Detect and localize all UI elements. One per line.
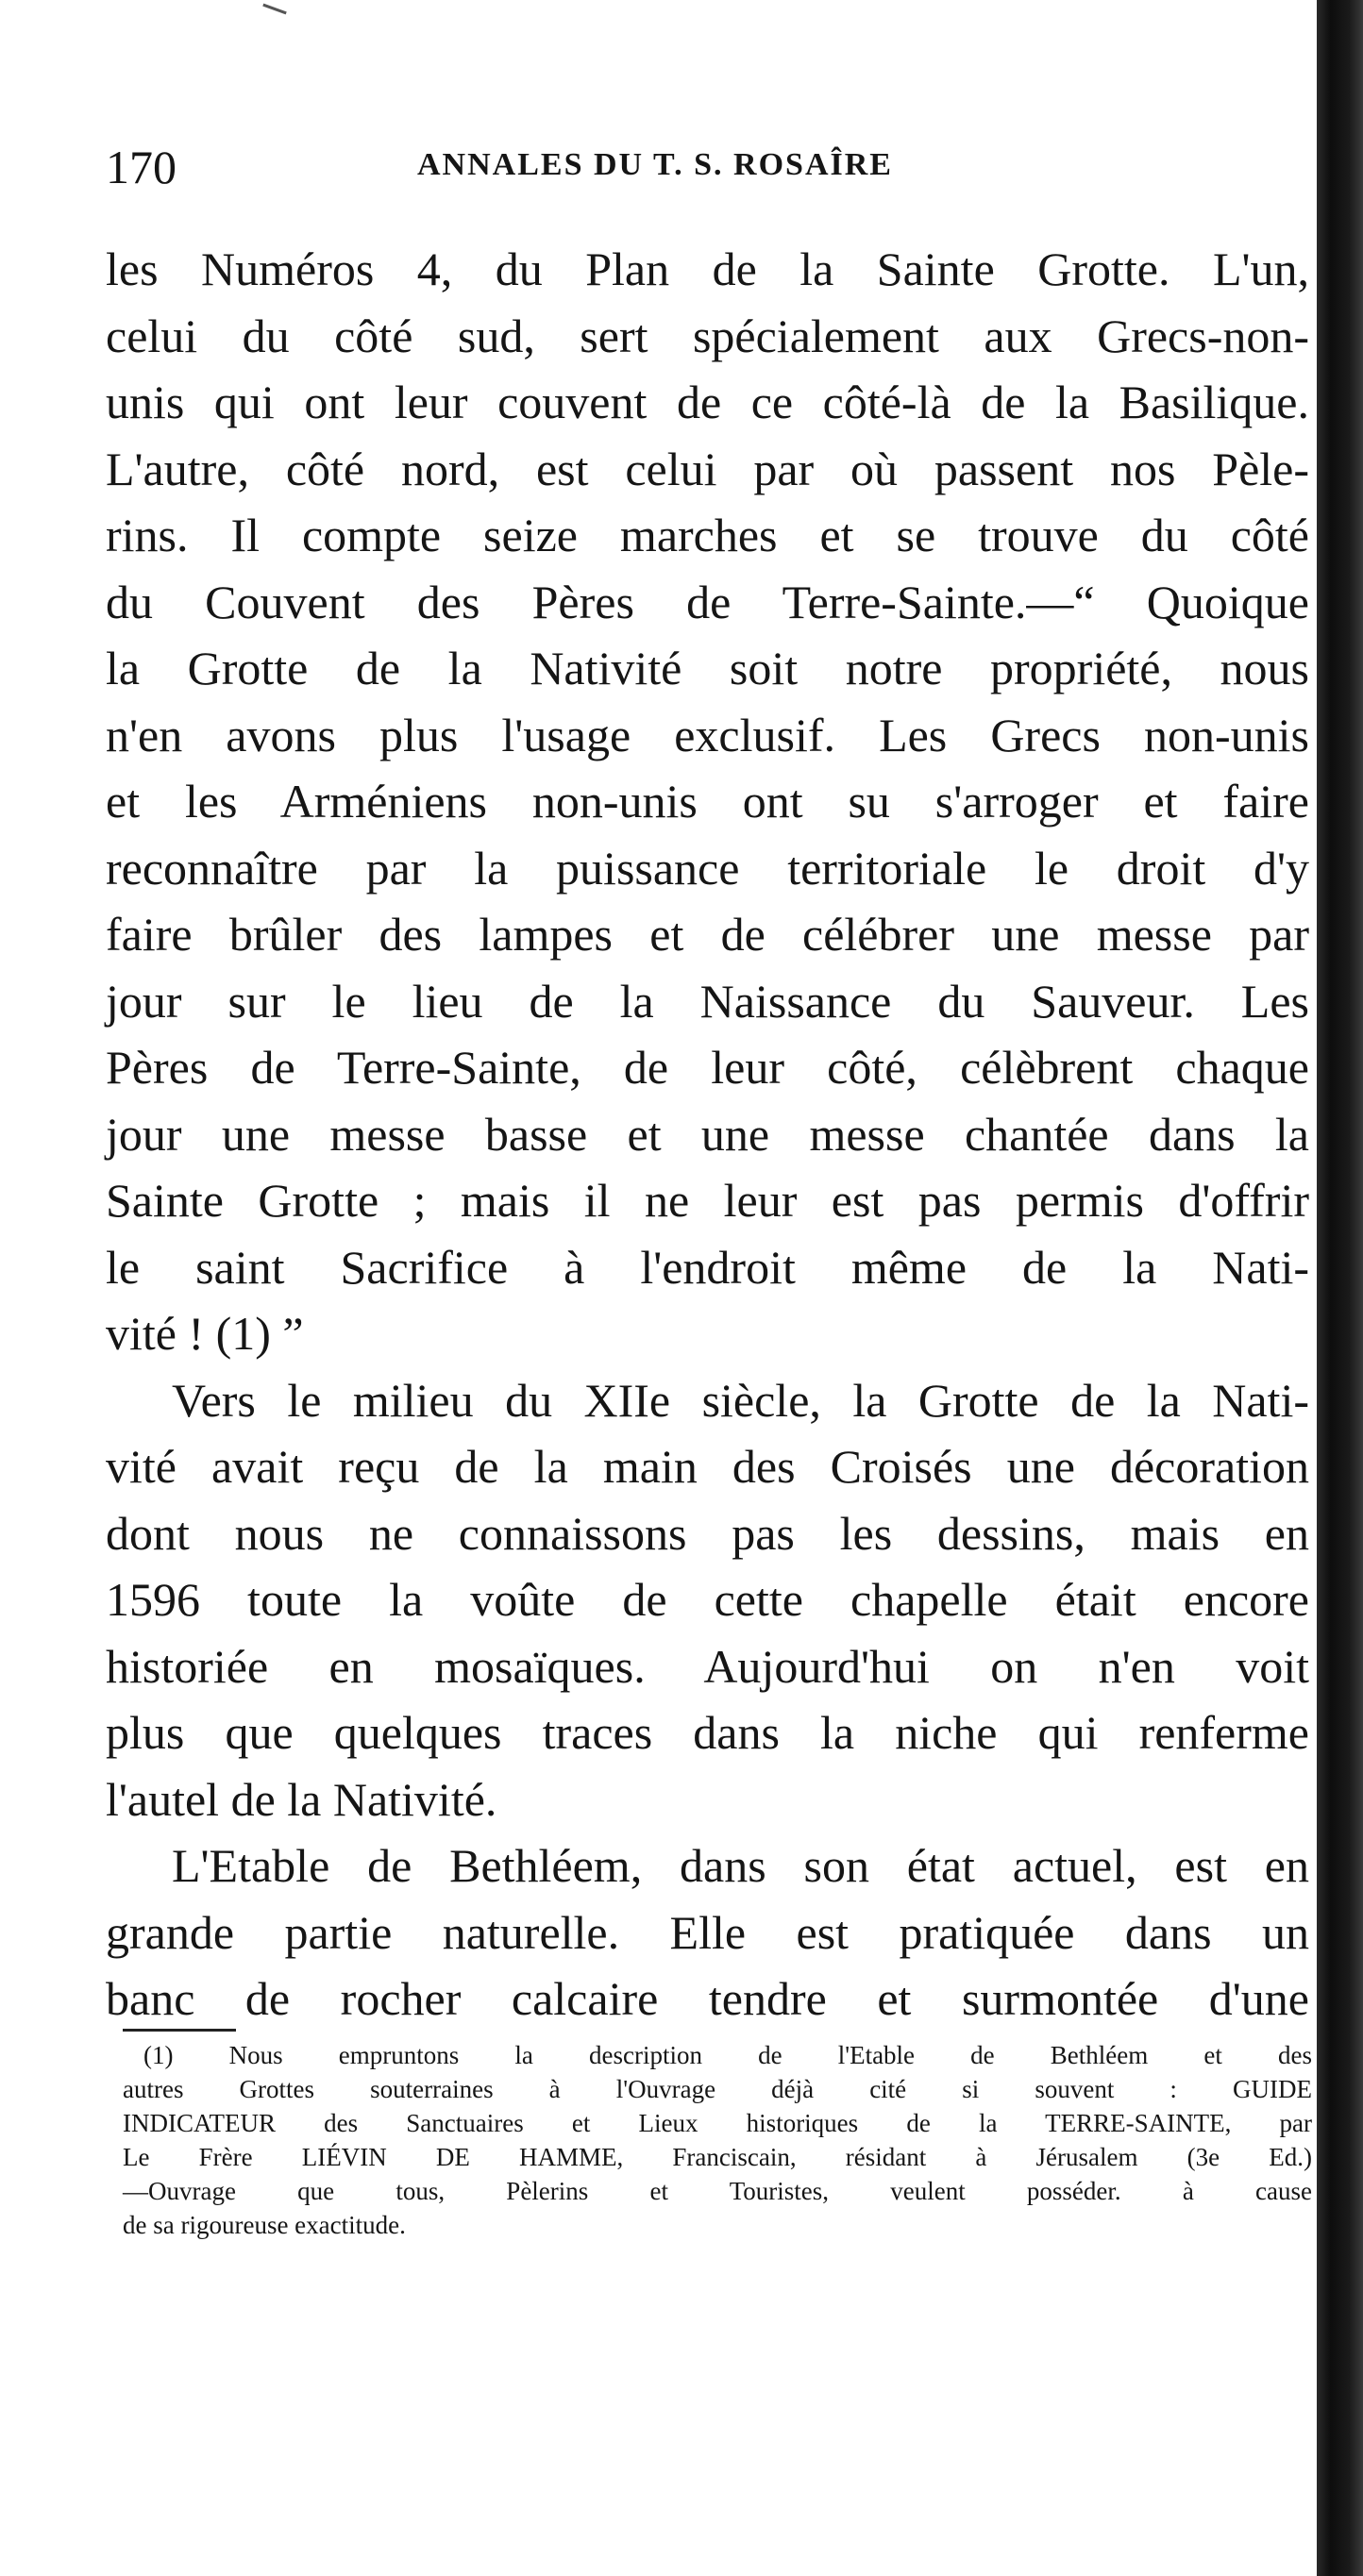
text-line: Vers le milieu du XIIe siècle, la Grotte de la Nati- — [172, 1373, 1309, 1427]
page-number: 170 — [106, 141, 177, 193]
text-line: n'en avons plus l'usage exclusif. Les Grecs non-unis — [106, 708, 1309, 761]
footnote-line: (1) Nous empruntons la description de l'Etable de Bethléem et des — [143, 2041, 1312, 2069]
text-line: L'autre, côté nord, est celui par où passent nos Pèle- — [106, 442, 1309, 495]
page-header — [106, 140, 1323, 206]
text-line: Sainte Grotte ; mais il ne leur est pas permis d'offrir — [106, 1174, 1309, 1227]
text-line: Pères de Terre-Sainte, de leur côté, célèbrent chaque — [106, 1041, 1309, 1094]
text-line: et les Arméniens non-unis ont su s'arroger et faire — [106, 775, 1309, 828]
running-title: ANNALES DU T. S. ROSAÎRE — [417, 147, 893, 182]
text-line: vité avait reçu de la main des Croisés une décoration — [106, 1440, 1309, 1493]
text-line: rins. Il compte seize marches et se trouve du côté — [106, 509, 1309, 561]
text-line: jour sur le lieu de la Naissance du Sauveur. Les — [106, 974, 1309, 1028]
text-line: dont nous ne connaissons pas les dessins, mais en — [106, 1506, 1309, 1560]
text-line: reconnaître par la puissance territoriale le droit d'y — [106, 841, 1309, 895]
scan-mark — [262, 4, 286, 15]
binding-edge — [1317, 0, 1363, 2576]
text-line: L'Etable de Bethléem, dans son état actuel, est en — [172, 1839, 1309, 1892]
text-line: celui du côté sud, sert spécialement aux Grecs-non- — [106, 309, 1309, 362]
text-line: faire brûler des lampes et de célébrer une messe par — [106, 908, 1309, 961]
text-line: vité ! (1) ” — [106, 1307, 304, 1360]
footnote-line: autres Grottes souterraines à l'Ouvrage déjà cité si souvent : GUIDE — [123, 2075, 1312, 2103]
text-line: plus que quelques traces dans la niche qui renferme — [106, 1706, 1309, 1759]
text-line: banc de rocher calcaire tendre et surmontée d'une — [106, 1972, 1309, 2025]
text-line: l'autel de la Nativité. — [106, 1772, 497, 1826]
footnote-line: INDICATEUR des Sanctuaires et Lieux historiques de la TERRE-SAINTE, par — [123, 2109, 1312, 2137]
footnotes — [123, 2038, 1312, 2242]
text-line: unis qui ont leur couvent de ce côté-là de la Basilique. — [106, 376, 1309, 428]
text-line: du Couvent des Pères de Terre-Sainte.—“ Quoique — [106, 575, 1309, 628]
footnote-line: —Ouvrage que tous, Pèlerins et Touristes, veulent posséder. à cause — [123, 2177, 1312, 2205]
text-line: la Grotte de la Nativité soit notre propriété, nous — [106, 642, 1309, 694]
text-line: les Numéros 4, du Plan de la Sainte Grotte. L'un, — [106, 243, 1309, 295]
text-line: 1596 toute la voûte de cette chapelle était encore — [106, 1573, 1309, 1626]
footnote-line: de sa rigoureuse exactitude. — [123, 2211, 406, 2239]
footnote-rule — [123, 2029, 236, 2032]
text-line: le saint Sacrifice à l'endroit même de la Nati- — [106, 1240, 1309, 1294]
footnote-line: Le Frère LIÉVIN DE HAMME, Franciscain, résidant à Jérusalem (3e Ed.) — [123, 2143, 1312, 2171]
text-line: grande partie naturelle. Elle est pratiquée dans un — [106, 1905, 1309, 1959]
text-line: historiée en mosaïques. Aujourd'hui on n'en voit — [106, 1639, 1309, 1693]
text-line: jour une messe basse et une messe chantée dans la — [106, 1107, 1309, 1161]
body-text — [106, 236, 1309, 2032]
